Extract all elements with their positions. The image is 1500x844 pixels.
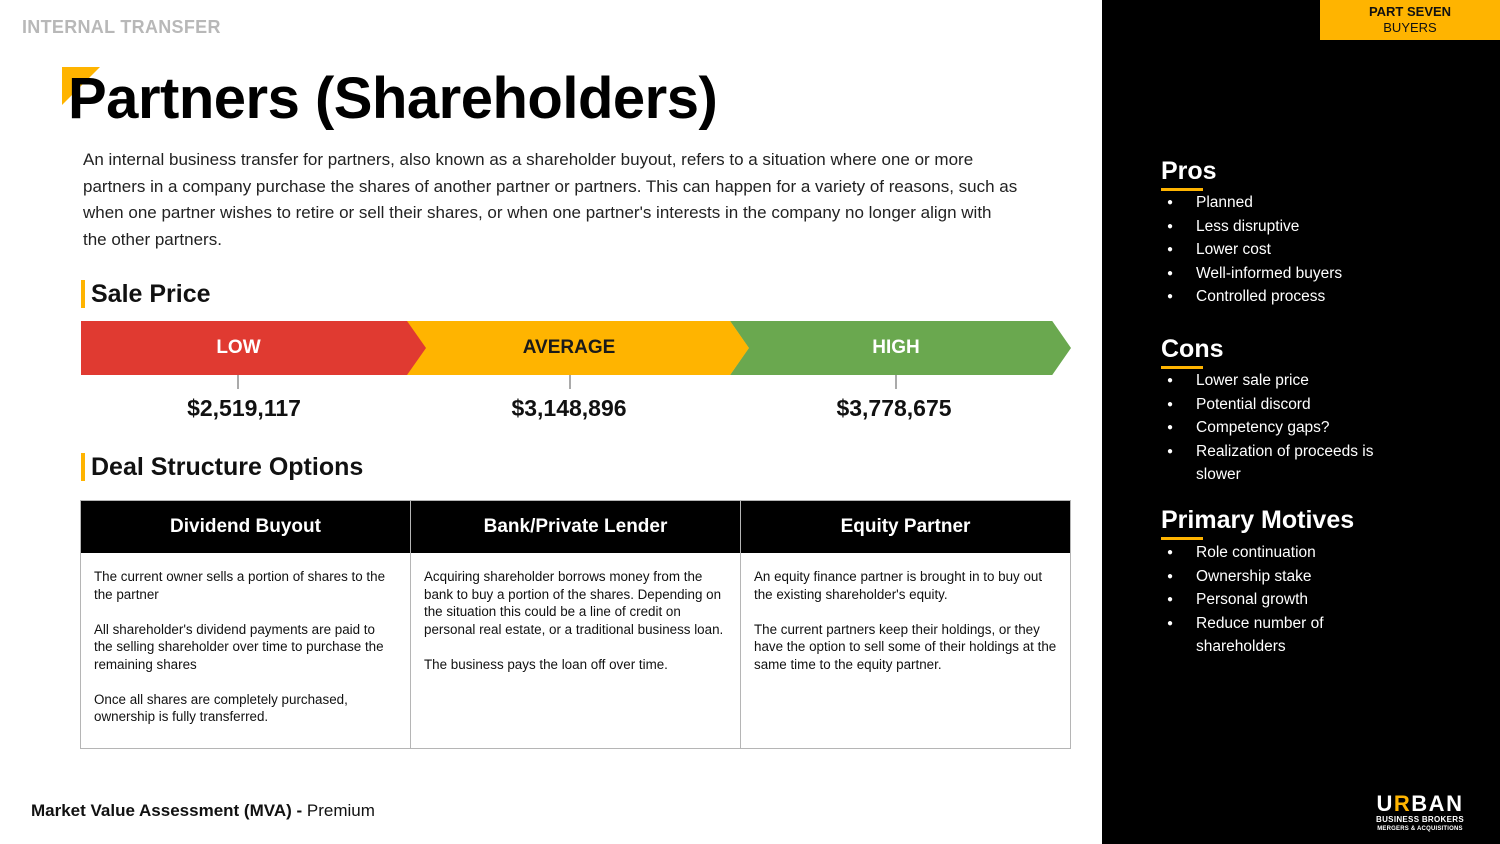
- deal-paragraph: The business pays the loan off over time.: [424, 656, 668, 672]
- company-logo: [1364, 793, 1476, 833]
- price-tick-high: [895, 374, 897, 389]
- deal-paragraph: The current partners keep their holdings, or they have the option to sell some of their holdings at the same time to the equity partner.: [754, 621, 1057, 672]
- list-item: ● Controlled process: [1161, 285, 1421, 309]
- footer-label: [31, 801, 375, 821]
- motives-list: [1161, 541, 1421, 659]
- list-item: ● Well-informed buyers: [1161, 262, 1421, 286]
- deal-structure-table: [80, 500, 1071, 749]
- page-title: Partners (Shareholders): [68, 66, 718, 131]
- deal-structure-heading: Deal Structure Options: [81, 452, 363, 482]
- price-label-low: LOW: [216, 337, 261, 358]
- deal-paragraph: All shareholder's dividend payments are paid to the selling shareholder over time to purchase the remaining shares: [94, 621, 384, 672]
- intro-paragraph: An internal business transfer for partners, also known as a shareholder buyout, refers to a situation where one or more partners in a company purchase the shares of another partner or partners. This can happen for a variety of reasons, such as when one partner wishes to retire or sell their shares, or when one partner's interests in the company no longer align with the other partners.: [83, 150, 1018, 250]
- list-item: ● Realization of proceeds is slower: [1161, 440, 1401, 487]
- list-item: ● Reduce number of shareholders: [1161, 612, 1361, 659]
- list-item: ● Potential discord: [1161, 393, 1421, 417]
- logo-line-1: BUSINESS BROKERS: [1376, 815, 1464, 824]
- deal-column-bank-lender: [411, 501, 741, 748]
- logo-wordmark: URBAN: [1376, 791, 1464, 816]
- pros-heading: Pros: [1161, 157, 1217, 185]
- footer-tier: Premium: [306, 801, 375, 820]
- list-item: ● Lower sale price: [1161, 369, 1421, 393]
- deal-paragraph: Acquiring shareholder borrows money from the bank to buy a portion of the shares. Depending on the situation this could be a line of credit on personal real estate, or a traditional business loan.: [424, 569, 724, 637]
- deal-column-dividend-buyout: [81, 501, 411, 748]
- list-item: ● Lower cost: [1161, 238, 1421, 262]
- price-value-high: $3,778,675: [836, 395, 952, 421]
- deal-column-body: [741, 553, 1070, 691]
- deal-column-body: [411, 553, 740, 691]
- deal-column-header: Dividend Buyout: [81, 501, 410, 553]
- price-label-high: HIGH: [872, 337, 920, 358]
- list-item: ● Ownership stake: [1161, 565, 1421, 589]
- price-tick-low: [237, 374, 239, 389]
- deal-paragraph: The current owner sells a portion of shares to the the partner: [94, 569, 386, 602]
- price-tick-average: [569, 374, 571, 389]
- part-badge-subtitle: BUYERS: [1383, 20, 1437, 35]
- price-value-low: $2,519,117: [187, 395, 301, 421]
- list-item: ● Less disruptive: [1161, 215, 1421, 239]
- deal-column-header: Bank/Private Lender: [411, 501, 740, 553]
- deal-column-body: [81, 553, 410, 743]
- motives-heading: Primary Motives: [1161, 506, 1355, 534]
- right-panel: [1102, 0, 1500, 844]
- part-badge-title: PART SEVEN: [1368, 4, 1452, 19]
- price-value-average: $3,148,896: [511, 395, 627, 421]
- deal-paragraph: Once all shares are completely purchased, ownership is fully transferred.: [94, 691, 348, 724]
- sale-price-heading: Sale Price: [81, 279, 211, 309]
- footer-assessment: Market Value Assessment (MVA) -: [31, 801, 307, 820]
- deal-column-header: Equity Partner: [741, 501, 1070, 553]
- price-label-average: AVERAGE: [522, 337, 616, 358]
- cons-list: [1161, 369, 1421, 487]
- section-tag: INTERNAL TRANSFER: [22, 17, 221, 37]
- list-item: ● Personal growth: [1161, 588, 1421, 612]
- logo-line-2: MERGERS & ACQUISITIONS: [1377, 826, 1463, 832]
- list-item: ● Role continuation: [1161, 541, 1421, 565]
- list-item: ● Competency gaps?: [1161, 416, 1421, 440]
- price-bar: [81, 321, 1081, 375]
- pros-list: [1161, 191, 1421, 309]
- deal-column-equity-partner: [741, 501, 1070, 748]
- list-item: ● Planned: [1161, 191, 1421, 215]
- deal-paragraph: An equity finance partner is brought in to buy out the existing shareholder's equity.: [754, 569, 1043, 602]
- cons-heading: Cons: [1161, 335, 1224, 363]
- part-badge: [1320, 0, 1500, 40]
